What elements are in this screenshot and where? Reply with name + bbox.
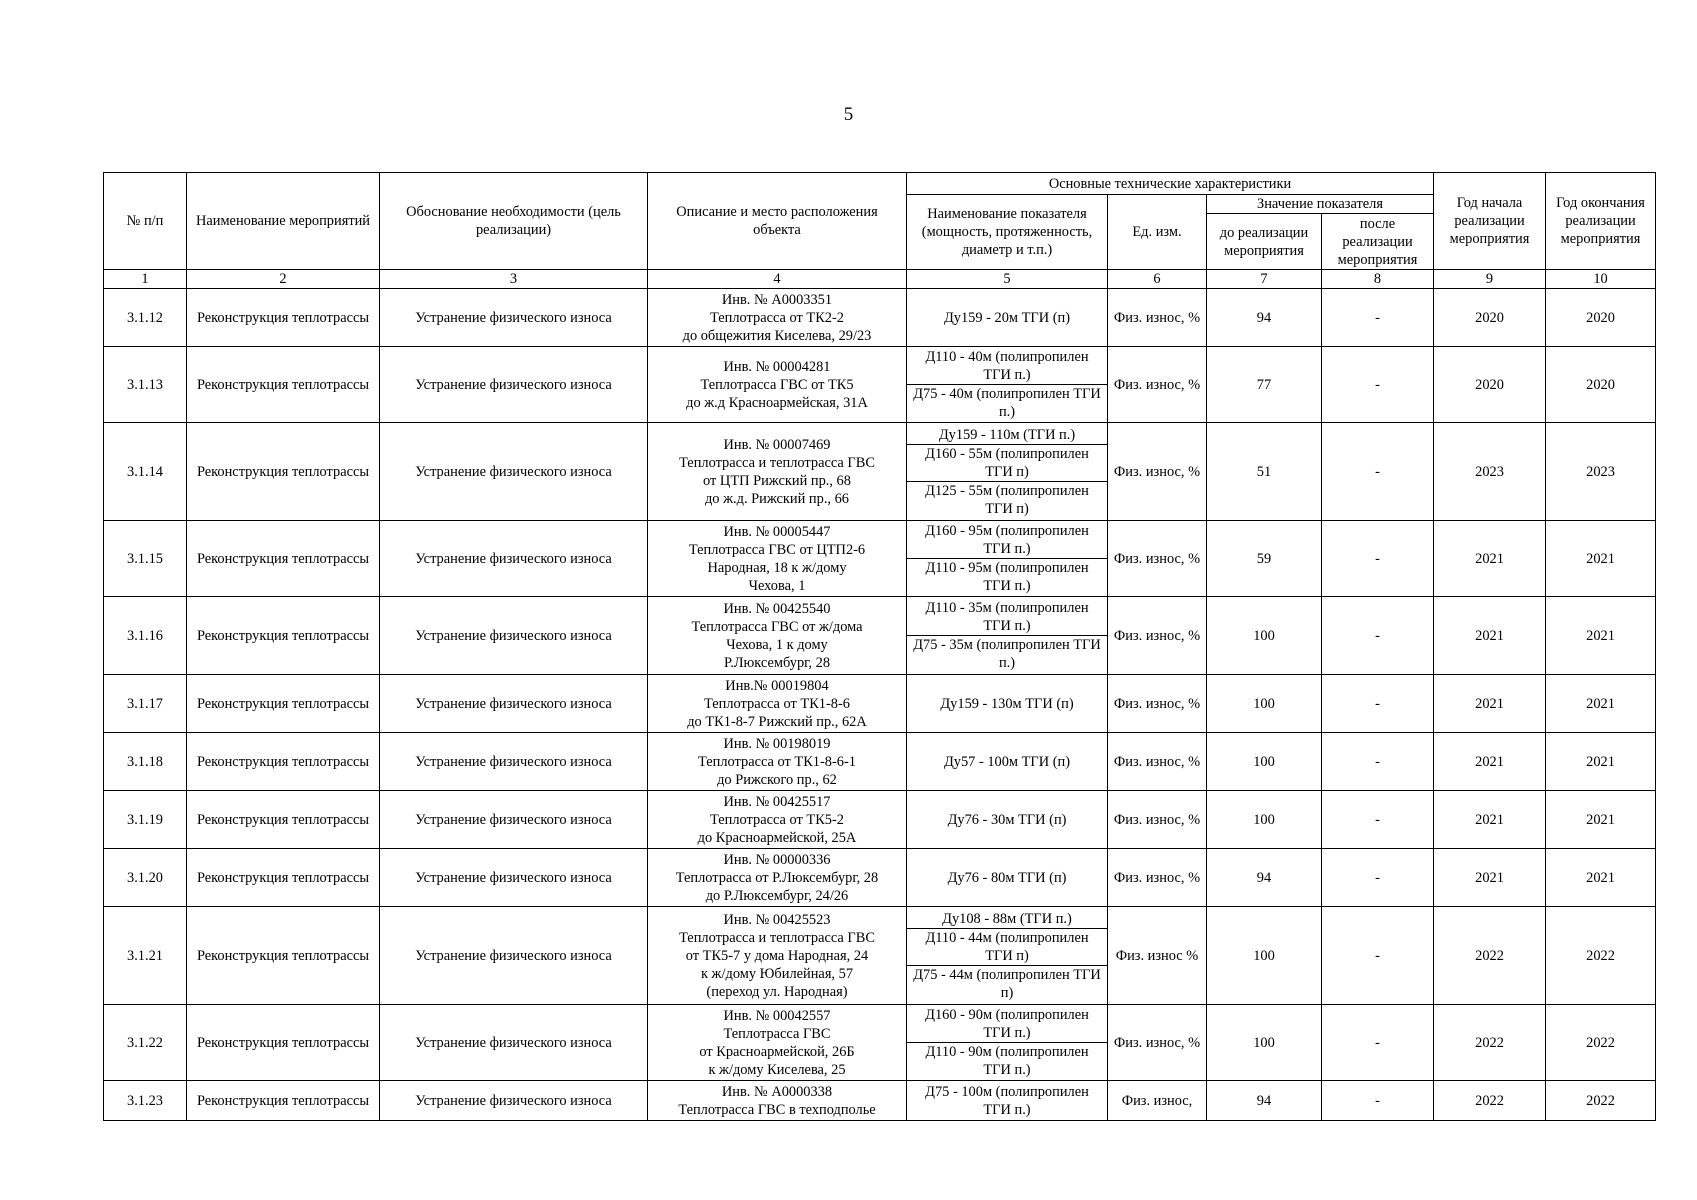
header-year-end: Год окончания реализации мероприятия	[1546, 173, 1656, 270]
indicator-value: Ду57 - 100м ТГИ (п)	[943, 753, 1071, 770]
unit: Физ. износ, %	[1108, 347, 1207, 423]
value-before: 100	[1207, 597, 1322, 675]
object-description	[648, 675, 907, 733]
indicator-value: Д75 - 100м (полипропилен ТГИ п.)	[925, 1083, 1089, 1118]
indicator-cell	[907, 289, 1108, 347]
row-number: 3.1.13	[104, 347, 187, 423]
year-start: 2022	[1434, 1081, 1546, 1121]
description-line: Инв. № 00425523	[723, 911, 831, 928]
activity-name: Реконструкция теплотрассы	[187, 1081, 380, 1121]
table-row	[104, 849, 1656, 907]
value-after: -	[1322, 423, 1434, 521]
value-after: -	[1322, 347, 1434, 423]
row-number: 3.1.17	[104, 675, 187, 733]
indicator-value: Д75 - 44м (полипропилен ТГИ п)	[907, 965, 1107, 1002]
row-number: 3.1.16	[104, 597, 187, 675]
column-number: 2	[187, 270, 380, 289]
table-row	[104, 1005, 1656, 1081]
header-before: до реализации мероприятия	[1207, 214, 1322, 270]
header-value-group: Значение показателя	[1207, 195, 1434, 214]
unit: Физ. износ, %	[1108, 1005, 1207, 1081]
row-number: 3.1.18	[104, 733, 187, 791]
object-description	[648, 347, 907, 423]
unit: Физ. износ %	[1108, 907, 1207, 1005]
header-name: Наименование мероприятий	[187, 173, 380, 270]
object-description	[648, 733, 907, 791]
indicator-value: Д160 - 55м (полипропилен ТГИ п)	[907, 444, 1107, 481]
value-after: -	[1322, 1005, 1434, 1081]
row-number: 3.1.22	[104, 1005, 187, 1081]
header-reason: Обоснование необходимости (цель реализации)	[380, 173, 648, 270]
indicator-value: Ду76 - 30м ТГИ (п)	[947, 811, 1067, 828]
indicator-value: Ду108 - 88м (ТГИ п.)	[942, 910, 1072, 927]
indicator-cell	[907, 423, 1108, 521]
indicator-value: Д75 - 40м (полипропилен ТГИ п.)	[907, 384, 1107, 421]
activity-reason: Устранение физического износа	[380, 289, 648, 347]
value-before: 77	[1207, 347, 1322, 423]
value-before: 100	[1207, 907, 1322, 1005]
activity-name: Реконструкция теплотрассы	[187, 521, 380, 597]
indicator-value: Д110 - 35м (полипропилен ТГИ п.)	[925, 600, 1089, 634]
year-start: 2020	[1434, 289, 1546, 347]
unit: Физ. износ, %	[1108, 597, 1207, 675]
description-line: от Красноармейской, 26Б	[699, 1043, 855, 1060]
value-after: -	[1322, 289, 1434, 347]
value-before: 94	[1207, 849, 1322, 907]
description-line: до общежития Киселева, 29/23	[682, 327, 872, 344]
activity-reason: Устранение физического износа	[380, 791, 648, 849]
value-after: -	[1322, 849, 1434, 907]
indicator-cell	[907, 849, 1108, 907]
description-line: Инв. № 00000336	[723, 851, 831, 868]
description-line: Инв.№ 00019804	[725, 677, 829, 694]
description-line: к ж/дому Киселева, 25	[708, 1061, 846, 1078]
year-end: 2021	[1546, 597, 1656, 675]
unit: Физ. износ, %	[1108, 849, 1207, 907]
table-row	[104, 347, 1656, 423]
description-line: до ж.д. Рижский пр., 66	[704, 490, 850, 507]
year-start: 2021	[1434, 791, 1546, 849]
description-line: Инв. № А0000338	[721, 1083, 833, 1100]
value-before: 94	[1207, 289, 1322, 347]
object-description	[648, 289, 907, 347]
description-line: к ж/дому Юбилейная, 57	[700, 965, 854, 982]
indicator-cell	[907, 1081, 1108, 1121]
table-row	[104, 791, 1656, 849]
table-row	[104, 1081, 1656, 1121]
year-end: 2023	[1546, 423, 1656, 521]
value-after: -	[1322, 597, 1434, 675]
description-line: Теплотрасса ГВС от ж/дома	[691, 618, 863, 635]
description-line: (переход ул. Народная)	[706, 983, 848, 1000]
year-end: 2021	[1546, 849, 1656, 907]
value-before: 59	[1207, 521, 1322, 597]
year-end: 2020	[1546, 289, 1656, 347]
activity-reason: Устранение физического износа	[380, 597, 648, 675]
indicator-value: Д160 - 90м (полипропилен ТГИ п.)	[925, 1007, 1089, 1041]
activities-table	[103, 172, 1656, 1121]
description-line: Теплотрасса от ТК2-2	[710, 309, 844, 326]
description-line: Народная, 18 к ж/дому	[707, 559, 847, 576]
indicator-value: Ду159 - 110м (ТГИ п.)	[938, 426, 1076, 443]
unit: Физ. износ,	[1108, 1081, 1207, 1121]
page-number: 5	[843, 104, 854, 125]
indicator-cell	[907, 733, 1108, 791]
unit: Физ. износ, %	[1108, 675, 1207, 733]
header-description: Описание и место расположения объекта	[648, 173, 907, 270]
indicator-value: Д75 - 35м (полипропилен ТГИ п.)	[907, 635, 1107, 672]
description-line: Теплотрасса от ТК1-8-6-1	[698, 753, 856, 770]
table-row	[104, 733, 1656, 791]
object-description	[648, 597, 907, 675]
activity-reason: Устранение физического износа	[380, 907, 648, 1005]
description-line: Р.Люксембург, 28	[723, 654, 831, 671]
description-line: Теплотрасса ГВС	[723, 1025, 831, 1042]
year-end: 2022	[1546, 1005, 1656, 1081]
description-line: до ж.д Красноармейская, 31А	[686, 394, 868, 411]
table-row	[104, 289, 1656, 347]
year-end: 2021	[1546, 521, 1656, 597]
unit: Физ. износ, %	[1108, 733, 1207, 791]
indicator-value: Ду76 - 80м ТГИ (п)	[947, 869, 1067, 886]
description-line: Инв. № 00425540	[723, 600, 831, 617]
value-after: -	[1322, 521, 1434, 597]
column-number: 6	[1108, 270, 1207, 289]
year-start: 2021	[1434, 849, 1546, 907]
activity-name: Реконструкция теплотрассы	[187, 1005, 380, 1081]
header-year-start: Год начала реализации мероприятия	[1434, 173, 1546, 270]
year-start: 2021	[1434, 675, 1546, 733]
activity-reason: Устранение физического износа	[380, 733, 648, 791]
description-line: Инв. № 00004281	[723, 358, 831, 375]
header-unit: Ед. изм.	[1108, 195, 1207, 270]
description-line: Чехова, 1	[748, 577, 806, 594]
description-line: до Красноармейской, 25А	[697, 829, 857, 846]
activity-name: Реконструкция теплотрассы	[187, 733, 380, 791]
column-number: 10	[1546, 270, 1656, 289]
header-num: № п/п	[104, 173, 187, 270]
activity-reason: Устранение физического износа	[380, 1005, 648, 1081]
year-start: 2022	[1434, 1005, 1546, 1081]
description-line: Инв. № 00005447	[723, 523, 831, 540]
table-row	[104, 675, 1656, 733]
activity-reason: Устранение физического износа	[380, 849, 648, 907]
indicator-cell	[907, 1005, 1108, 1081]
indicator-value: Д125 - 55м (полипропилен ТГИ п)	[907, 481, 1107, 518]
object-description	[648, 849, 907, 907]
unit: Физ. износ, %	[1108, 521, 1207, 597]
year-end: 2021	[1546, 733, 1656, 791]
description-line: Теплотрасса и теплотрасса ГВС	[679, 929, 875, 946]
table-row	[104, 423, 1656, 521]
row-number: 3.1.14	[104, 423, 187, 521]
activity-reason: Устранение физического износа	[380, 521, 648, 597]
year-start: 2020	[1434, 347, 1546, 423]
indicator-cell	[907, 907, 1108, 1005]
year-end: 2021	[1546, 791, 1656, 849]
indicator-value: Д160 - 95м (полипропилен ТГИ п.)	[925, 523, 1089, 557]
indicator-value: Д110 - 90м (полипропилен ТГИ п.)	[907, 1042, 1107, 1079]
object-description	[648, 1081, 907, 1121]
header-after: после реализации мероприятия	[1322, 214, 1434, 270]
column-number: 1	[104, 270, 187, 289]
description-line: до Р.Люксембург, 24/26	[705, 887, 849, 904]
activity-reason: Устранение физического износа	[380, 675, 648, 733]
unit: Физ. износ, %	[1108, 791, 1207, 849]
table-header	[104, 173, 1656, 289]
indicator-cell	[907, 521, 1108, 597]
object-description	[648, 907, 907, 1005]
description-line: Теплотрасса ГВС от ЦТП2-6	[688, 541, 866, 558]
year-end: 2022	[1546, 907, 1656, 1005]
column-number: 3	[380, 270, 648, 289]
description-line: Теплотрасса от ТК1-8-6	[704, 695, 850, 712]
row-number: 3.1.19	[104, 791, 187, 849]
description-line: Инв. № 00007469	[723, 436, 831, 453]
indicator-value: Ду159 - 130м ТГИ (п)	[940, 695, 1074, 712]
year-start: 2021	[1434, 597, 1546, 675]
activity-name: Реконструкция теплотрассы	[187, 907, 380, 1005]
year-start: 2023	[1434, 423, 1546, 521]
year-start: 2021	[1434, 521, 1546, 597]
description-line: Теплотрасса ГВС в техподполье	[678, 1101, 876, 1118]
description-line: Инв. № 00198019	[723, 735, 831, 752]
object-description	[648, 423, 907, 521]
row-number: 3.1.23	[104, 1081, 187, 1121]
indicator-cell	[907, 347, 1108, 423]
value-before: 51	[1207, 423, 1322, 521]
value-after: -	[1322, 675, 1434, 733]
table-row	[104, 521, 1656, 597]
value-after: -	[1322, 907, 1434, 1005]
description-line: от ЦТП Рижский пр., 68	[703, 472, 851, 489]
activity-reason: Устранение физического износа	[380, 423, 648, 521]
object-description	[648, 1005, 907, 1081]
description-line: Теплотрасса от Р.Люксембург, 28	[675, 869, 879, 886]
indicator-cell	[907, 791, 1108, 849]
indicator-value: Д110 - 95м (полипропилен ТГИ п.)	[907, 558, 1107, 595]
column-number: 8	[1322, 270, 1434, 289]
description-line: Теплотрасса и теплотрасса ГВС	[679, 454, 875, 471]
activity-name: Реконструкция теплотрассы	[187, 675, 380, 733]
row-number: 3.1.15	[104, 521, 187, 597]
column-number: 9	[1434, 270, 1546, 289]
value-before: 94	[1207, 1081, 1322, 1121]
header-tech-group: Основные технические характеристики	[907, 173, 1434, 195]
description-line: Теплотрасса от ТК5-2	[710, 811, 844, 828]
year-end: 2022	[1546, 1081, 1656, 1121]
row-number: 3.1.12	[104, 289, 187, 347]
indicator-value: Д110 - 44м (полипропилен ТГИ п)	[907, 928, 1107, 965]
activity-name: Реконструкция теплотрассы	[187, 849, 380, 907]
description-line: Инв. № 00042557	[723, 1007, 831, 1024]
column-number: 7	[1207, 270, 1322, 289]
value-after: -	[1322, 1081, 1434, 1121]
description-line: Инв. № 00425517	[723, 793, 831, 810]
description-line: от ТК5-7 у дома Народная, 24	[685, 947, 869, 964]
activity-reason: Устранение физического износа	[380, 347, 648, 423]
table-body	[104, 289, 1656, 1121]
description-line: Инв. № А0003351	[721, 291, 833, 308]
indicator-cell	[907, 597, 1108, 675]
column-number: 4	[648, 270, 907, 289]
activity-name: Реконструкция теплотрассы	[187, 597, 380, 675]
column-number: 5	[907, 270, 1108, 289]
indicator-value: Ду159 - 20м ТГИ (п)	[943, 309, 1071, 326]
table-row	[104, 907, 1656, 1005]
year-start: 2021	[1434, 733, 1546, 791]
indicator-cell	[907, 675, 1108, 733]
table-row	[104, 597, 1656, 675]
value-after: -	[1322, 733, 1434, 791]
indicator-value: Д110 - 40м (полипропилен ТГИ п.)	[925, 349, 1089, 383]
year-start: 2022	[1434, 907, 1546, 1005]
row-number: 3.1.21	[104, 907, 187, 1005]
activity-name: Реконструкция теплотрассы	[187, 347, 380, 423]
year-end: 2020	[1546, 347, 1656, 423]
description-line: до ТК1-8-7 Рижский пр., 62А	[687, 713, 867, 730]
activity-name: Реконструкция теплотрассы	[187, 423, 380, 521]
object-description	[648, 521, 907, 597]
activity-name: Реконструкция теплотрассы	[187, 289, 380, 347]
value-before: 100	[1207, 791, 1322, 849]
activity-reason: Устранение физического износа	[380, 1081, 648, 1121]
column-number-row	[104, 270, 1656, 289]
description-line: до Рижского пр., 62	[717, 771, 837, 788]
value-before: 100	[1207, 1005, 1322, 1081]
value-before: 100	[1207, 733, 1322, 791]
row-number: 3.1.20	[104, 849, 187, 907]
unit: Физ. износ, %	[1108, 423, 1207, 521]
year-end: 2021	[1546, 675, 1656, 733]
value-before: 100	[1207, 675, 1322, 733]
description-line: Чехова, 1 к дому	[726, 636, 828, 653]
header-indicator-name: Наименование показателя (мощность, протяженность, диаметр и т.п.)	[907, 195, 1108, 270]
description-line: Теплотрасса ГВС от ТК5	[700, 376, 854, 393]
unit: Физ. износ, %	[1108, 289, 1207, 347]
value-after: -	[1322, 791, 1434, 849]
object-description	[648, 791, 907, 849]
activity-name: Реконструкция теплотрассы	[187, 791, 380, 849]
